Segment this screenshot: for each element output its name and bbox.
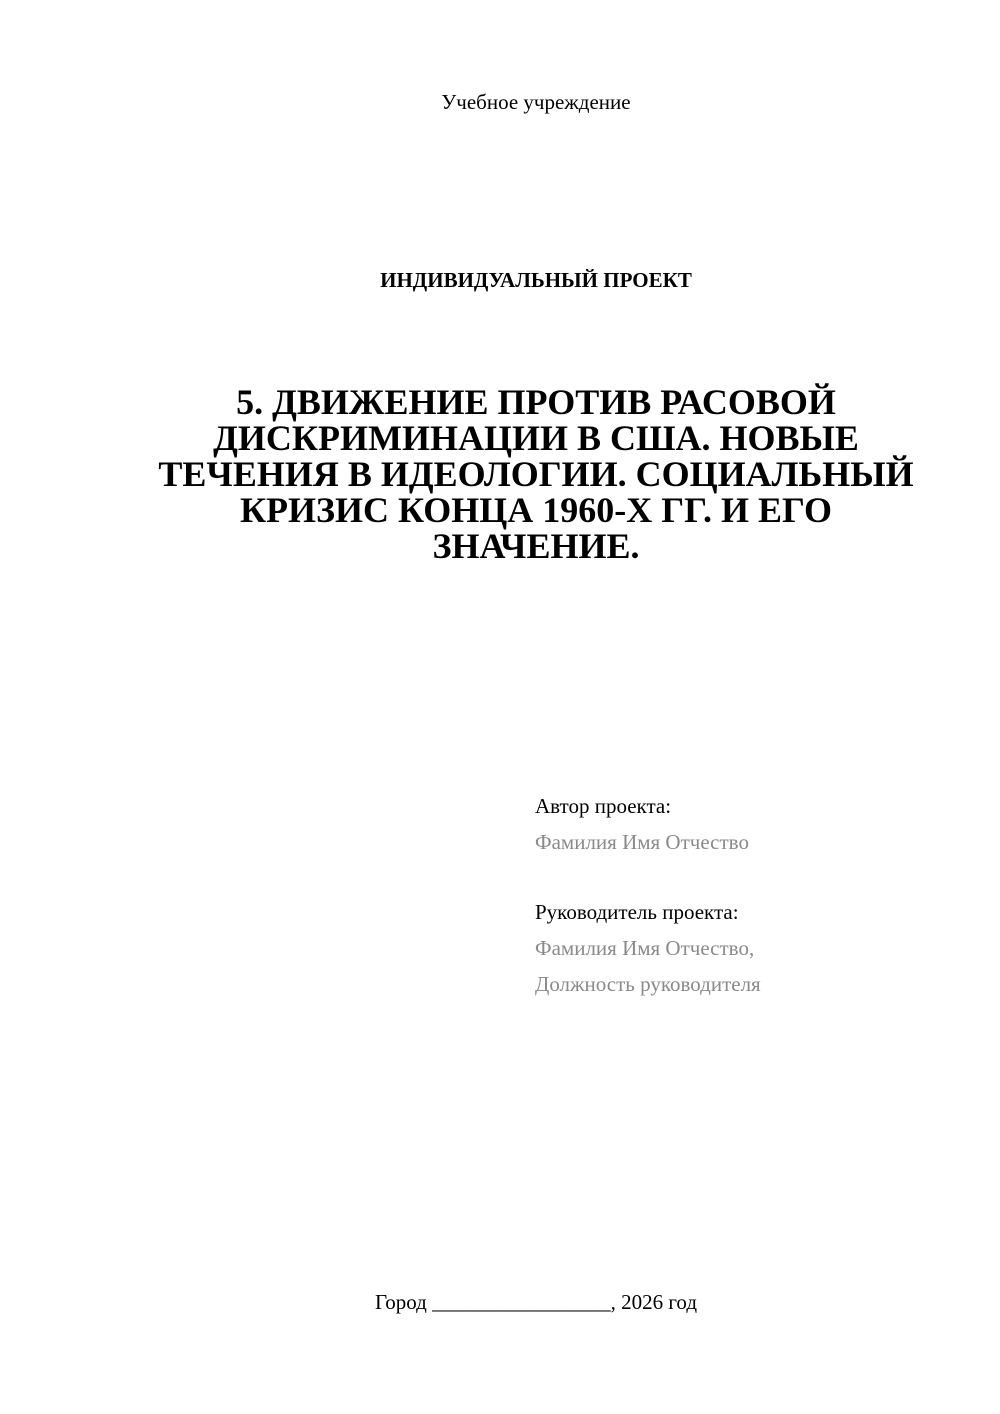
city-year-line: Город _________________, 2026 год [374, 1290, 698, 1314]
institution-name: Учебное учреждение [441, 90, 631, 114]
supervisor-name: Фамилия Имя Отчество, [535, 936, 755, 960]
credits-block [535, 788, 975, 1002]
project-title: 5. ДВИЖЕНИЕ ПРОТИВ РАСОВОЙ ДИСКРИМИНАЦИИ В США. НОВЫЕ ТЕЧЕНИЯ В ИДЕОЛОГИИ. СОЦИАЛЬНЫЙ КРИЗИС КОНЦА 1960-Х ГГ. И ЕГО ЗНАЧЕНИЕ. [158, 382, 914, 566]
author-label: Автор проекта: [535, 794, 672, 818]
supervisor-position: Должность руководителя [535, 972, 761, 996]
supervisor-label: Руководитель проекта: [535, 900, 739, 924]
project-type-heading: ИНДИВИДУАЛЬНЫЙ ПРОЕКТ [380, 268, 692, 292]
author-name: Фамилия Имя Отчество [535, 830, 749, 854]
